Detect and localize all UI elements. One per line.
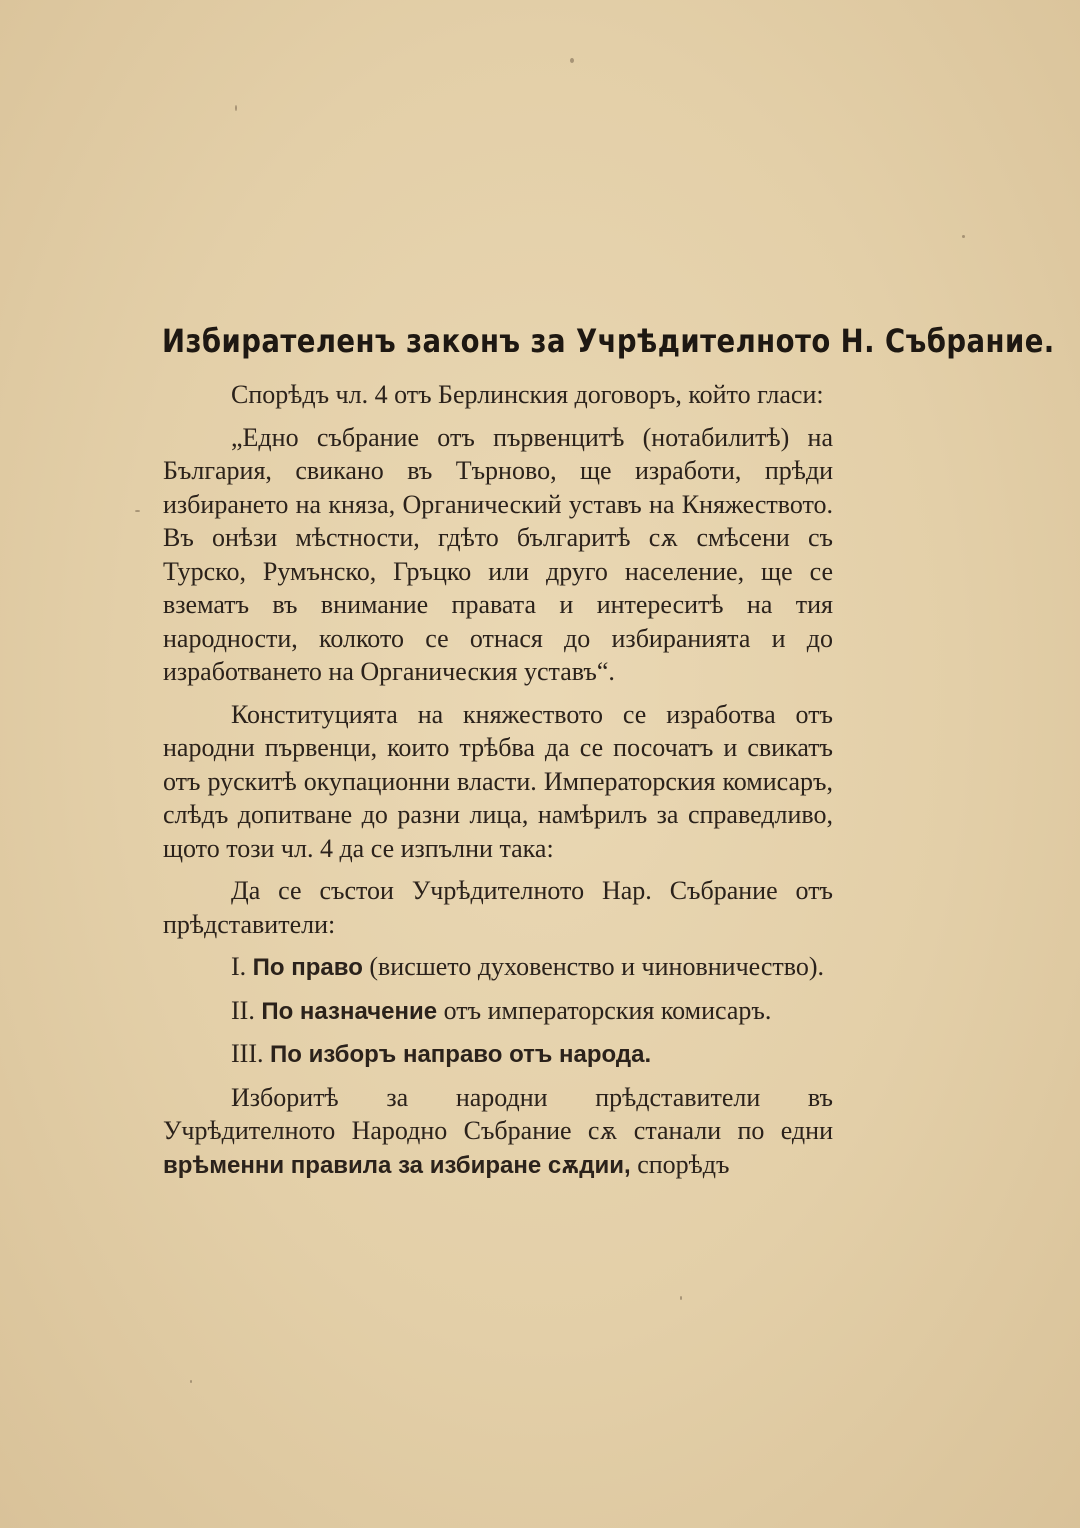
speck: [235, 105, 237, 111]
speck: [570, 58, 574, 63]
list-item-bold: По назначение: [261, 997, 438, 1025]
speck: [962, 235, 965, 238]
list-numeral: III.: [231, 1039, 264, 1068]
paragraph-quote: „Едно събрание отъ първенцитѣ (нотабилитѣ) на България, свикано въ Търново, ще изработи, прѣди избирането на княза, Органический уставъ на Княжеството. Въ онѣзи мѣстности, гдѣто българитѣ сѫ смѣсени съ Турско, Румънско, Гръцко или друго население, ще се взематъ въ внимание правата и интереситѣ на тия народности, колкото се отнася до избиранията и до изработването на Органическия уставъ“.: [163, 422, 833, 686]
list-item-by-election: [163, 1037, 833, 1072]
paragraph-intro: Спорѣдъ чл. 4 отъ Берлинския договоръ, който гласи:: [231, 380, 824, 409]
list-item-bold: По изборъ направо отъ народа.: [269, 1041, 652, 1068]
speck: [190, 1380, 192, 1383]
list-numeral: I.: [231, 952, 247, 981]
list-item-bold: По право: [252, 954, 363, 981]
paragraph-elections-end: спорѣдъ: [630, 1149, 730, 1179]
list-item-text: отъ императорския комисаръ.: [437, 995, 772, 1025]
paragraph-elections-bold: врѣменни правила за избиране сѫдии,: [163, 1151, 631, 1179]
speck: [135, 510, 140, 512]
speck: [680, 1296, 682, 1300]
paragraph-elections-start: Изборитѣ за народни прѣдставители въ Учрѣдителното Народно Събрание сѫ станали по едни: [163, 1082, 833, 1145]
document-body: [163, 378, 833, 1191]
list-numeral: II.: [231, 995, 255, 1025]
list-item-by-appointment: [163, 994, 833, 1029]
paragraph-composition: Да се състои Учрѣдителното Нар. Събрание отъ прѣдставители:: [163, 876, 833, 939]
paragraph-elections: [163, 1081, 833, 1183]
document-title: Избирателенъ законъ за Учрѣдителното Н. Събрание.: [162, 322, 1055, 360]
list-item-by-right: [163, 950, 833, 985]
list-item-text: (висшето духовенство и чиновничество).: [362, 952, 824, 981]
paragraph-constitution: Конституцията на княжеството се изработва отъ народни първенци, които трѣбва да се посочатъ и свикатъ отъ рускитѣ окупационни власти. Императорския комисаръ, слѣдъ допитване до разни лица, намѣрилъ за справедливо, щото този чл. 4 да се изпълни така:: [163, 699, 833, 863]
